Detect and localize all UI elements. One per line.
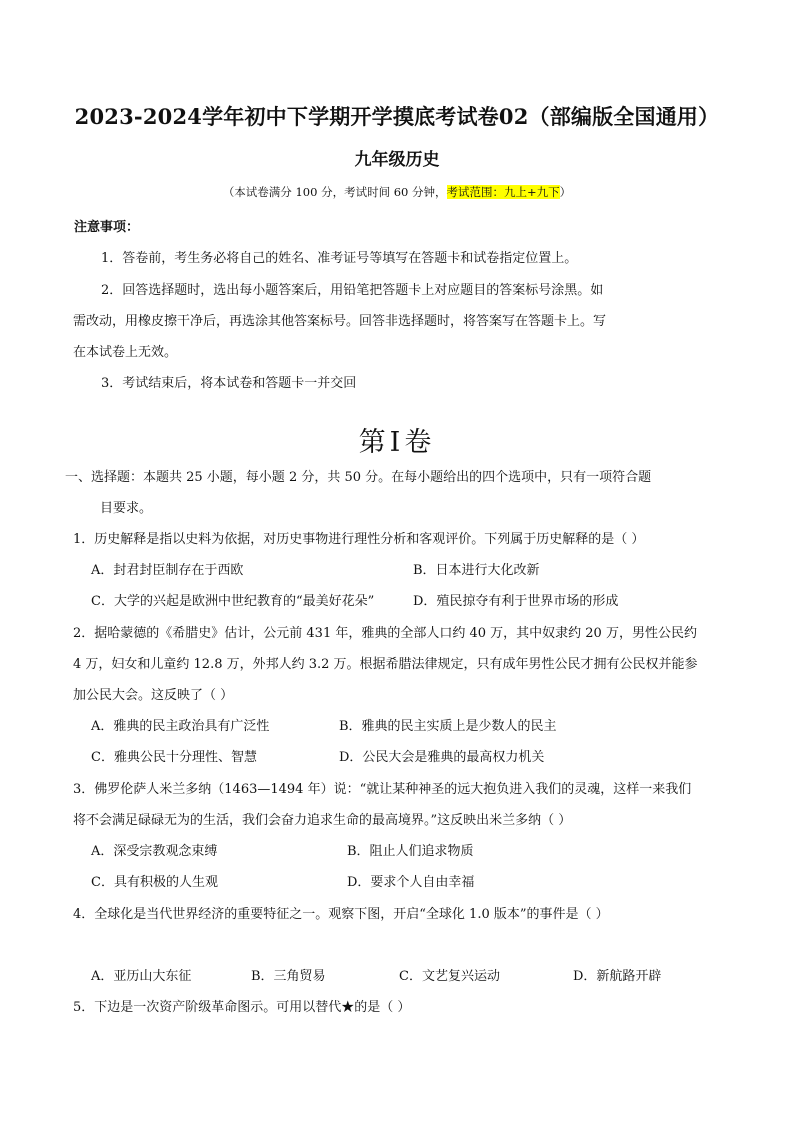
exam-scope-highlight: 考试范围：九上+九下 — [446, 185, 560, 199]
question-1-stem: 1．历史解释是指以史料为依据，对历史事物进行理性分析和客观评价。下列属于历史解释的是（ ） — [73, 532, 645, 547]
question-1-option-b: B．日本进行大化改新 — [413, 563, 540, 578]
question-1-option-a: A．封君封臣制存在于西欧 — [91, 563, 244, 578]
question-5-stem: 5．下边是一次资产阶级革命图示。可用以替代★的是（ ） — [73, 1000, 411, 1015]
question-3-option-a: A．深受宗教观念束缚 — [91, 844, 218, 859]
question-1-option-d: D．殖民掠夺有利于世界市场的形成 — [413, 594, 619, 609]
question-2-option-a: A．雅典的民主政治具有广泛性 — [91, 719, 270, 734]
notice-item-1: 1．答卷前，考生务必将自己的姓名、准考证号等填写在答题卡和试卷指定位置上。 — [101, 251, 578, 266]
exam-title: 2023-2024学年初中下学期开学摸底考试卷02（部编版全国通用） — [74, 104, 720, 129]
question-3-option-b: B．阻止人们追求物质 — [347, 844, 474, 859]
question-4-option-a: A．亚历山大东征 — [91, 969, 192, 984]
notice-item-2-line-1: 2．回答选择题时，选出每小题答案后，用铅笔把答题卡上对应题目的答案标号涂黑。如 — [101, 283, 604, 298]
question-2-line-2: 4 万，妇女和儿童约 12.8 万，外邦人约 3.2 万。根据希腊法律规定，只有成年男性公民才拥有公民权并能参 — [73, 657, 698, 672]
notice-item-3: 3．考试结束后，将本试卷和答题卡一并交回 — [101, 376, 357, 391]
part-heading: 第Ⅰ卷 — [358, 427, 436, 458]
question-2-option-b: B．雅典的民主实质上是少数人的民主 — [339, 719, 557, 734]
notice-heading: 注意事项： — [74, 220, 140, 235]
question-3-line-1: 3．佛罗伦萨人米兰多纳（1463—1494 年）说：“就让某种神圣的远大抱负进入我们的灵魂，这样一来我们 — [73, 782, 692, 797]
exam-info-prefix: （本试卷满分 100 分，考试时间 60 分钟， — [222, 185, 447, 199]
notice-item-2-line-3: 在本试卷上无效。 — [73, 345, 178, 360]
question-1-option-c: C．大学的兴起是欧洲中世纪教育的“最美好花朵” — [91, 594, 375, 609]
notice-item-2-line-2: 需改动，用橡皮擦干净后，再选涂其他答案标号。回答非选择题时，将答案写在答题卡上。写 — [73, 314, 607, 329]
question-2-option-c: C．雅典公民十分理性、智慧 — [91, 750, 257, 765]
question-4-option-c: C．文艺复兴运动 — [399, 969, 500, 984]
question-3-option-c: C．具有积极的人生观 — [91, 875, 218, 890]
section-heading-line-2: 目要求。 — [100, 501, 153, 516]
question-3-line-2: 将不会满足碌碌无为的生活，我们会奋力追求生命的最高境界。”这反映出米兰多纳（ ） — [73, 813, 572, 828]
question-2-line-1: 2．据哈蒙德的《希腊史》估计，公元前 431 年，雅典的全部人口约 40 万，其中奴隶约 20 万，男性公民约 — [73, 626, 697, 641]
exam-info-line — [0, 184, 794, 200]
question-4-option-b: B．三角贸易 — [251, 969, 326, 984]
exam-subtitle: 九年级历史 — [354, 150, 440, 170]
question-2-option-d: D．公民大会是雅典的最高权力机关 — [339, 750, 545, 765]
section-heading-line-1: 一、选择题：本题共 25 小题，每小题 2 分，共 50 分。在每小题给出的四个选项中，只有一项符合题 — [65, 470, 652, 485]
question-3-option-d: D．要求个人自由幸福 — [347, 875, 475, 890]
question-4-option-d: D．新航路开辟 — [573, 969, 662, 984]
question-4-stem: 4．全球化是当代世界经济的重要特征之一。观察下图，开启“全球化 1.0 版本”的事件是（ ） — [73, 907, 609, 922]
question-2-line-3: 加公民大会。这反映了（ ） — [73, 688, 234, 703]
exam-info-suffix: ） — [559, 185, 572, 199]
